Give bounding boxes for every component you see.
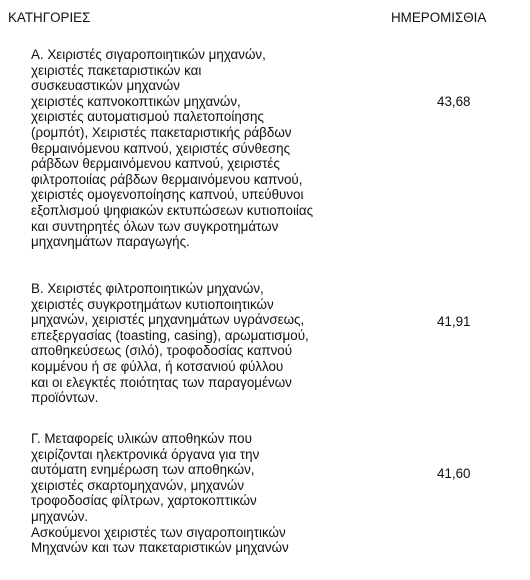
category-c-line: τροφοδοσίας φίλτρων, χαρτοκοπτικών bbox=[31, 493, 257, 509]
category-b-line: μηχανών, χειριστές μηχανημάτων υγράνσεως, bbox=[31, 312, 305, 328]
category-b-line: κομμένου ή σε φύλλα, ή κοτσανιού φύλλου bbox=[31, 358, 284, 374]
category-a-line: μηχανημάτων παραγωγής. bbox=[31, 234, 190, 250]
category-a-wage: 43,68 bbox=[437, 94, 471, 109]
category-c-line: Μηχανών και των πακεταριστικών μηχανών bbox=[31, 540, 289, 556]
category-c-line: χειρίζονται ηλεκτρονικά όργανα για την bbox=[31, 446, 260, 462]
category-b-description bbox=[31, 281, 331, 406]
category-a-line: Α. Χειριστές σιγαροποιητικών μηχανών, bbox=[31, 47, 266, 62]
category-a-line: (ρομπότ), Χειριστές πακεταριστικής ράβδων bbox=[31, 124, 292, 140]
category-a-line: χειριστές καπνοκοπτικών μηχανών, bbox=[31, 93, 241, 109]
category-b-line: Β. Χειριστές φιλτροποιητικών μηχανών, bbox=[31, 281, 264, 296]
category-c-line: μηχανών. bbox=[31, 508, 89, 524]
category-a-line: θερμαινόμενου καπνού, χειριστές σύνθεσης bbox=[31, 140, 291, 156]
category-b-line: και οι ελεγκτές ποιότητας των παραγομένων bbox=[31, 374, 292, 390]
category-c-line: Ασκούμενοι χειριστές των σιγαροποιητικών bbox=[31, 524, 286, 540]
category-c-wage: 41,60 bbox=[437, 466, 471, 481]
category-a-line: χειριστές πακεταριστικών και bbox=[31, 62, 202, 78]
category-b-wage: 41,91 bbox=[437, 314, 471, 329]
category-a-description bbox=[31, 47, 331, 250]
category-a-line: φιλτροποιίας ράβδων θερμαινόμενου καπνού, bbox=[31, 171, 303, 187]
category-b-line: αποθηκεύσεως (σιλό), τροφοδοσίας καπνού bbox=[31, 343, 293, 359]
wages-header: ΗΜΕΡΟΜΙΣΘΙΑ bbox=[391, 10, 487, 25]
category-a-line: ράβδων θερμαινόμενου καπνού, χειριστές bbox=[31, 156, 280, 172]
category-b-line: χειριστές συγκροτημάτων κυτιοποιητικών bbox=[31, 296, 274, 312]
category-c-line: χειριστές σκαρτομηχανών, μηχανών bbox=[31, 477, 245, 493]
category-a-line: συσκευαστικών μηχανών bbox=[31, 78, 180, 94]
categories-header: ΚΑΤΗΓΟΡΙΕΣ bbox=[8, 10, 91, 25]
category-a-line: χειριστές αυτοματισμού παλετοποίησης bbox=[31, 109, 264, 125]
category-c-description bbox=[31, 431, 331, 556]
category-b-line: επεξεργασίας (toasting, casing), αρωματισμού, bbox=[31, 327, 309, 343]
category-c-line: αυτόματη ενημέρωση των αποθηκών, bbox=[31, 462, 255, 478]
category-b-line: προϊόντων. bbox=[31, 390, 99, 406]
category-a-line: χειριστές ομογενοποίησης καπνού, υπεύθυνοι bbox=[31, 187, 304, 203]
category-a-line: εξοπλισμού ψηφιακών εκτυπώσεων κυτιοποιίας bbox=[31, 202, 314, 218]
category-c-line: Γ. Μεταφορείς υλικών αποθηκών που bbox=[31, 431, 252, 446]
category-a-line: και συντηρητές όλων των συγκροτημάτων bbox=[31, 218, 279, 234]
